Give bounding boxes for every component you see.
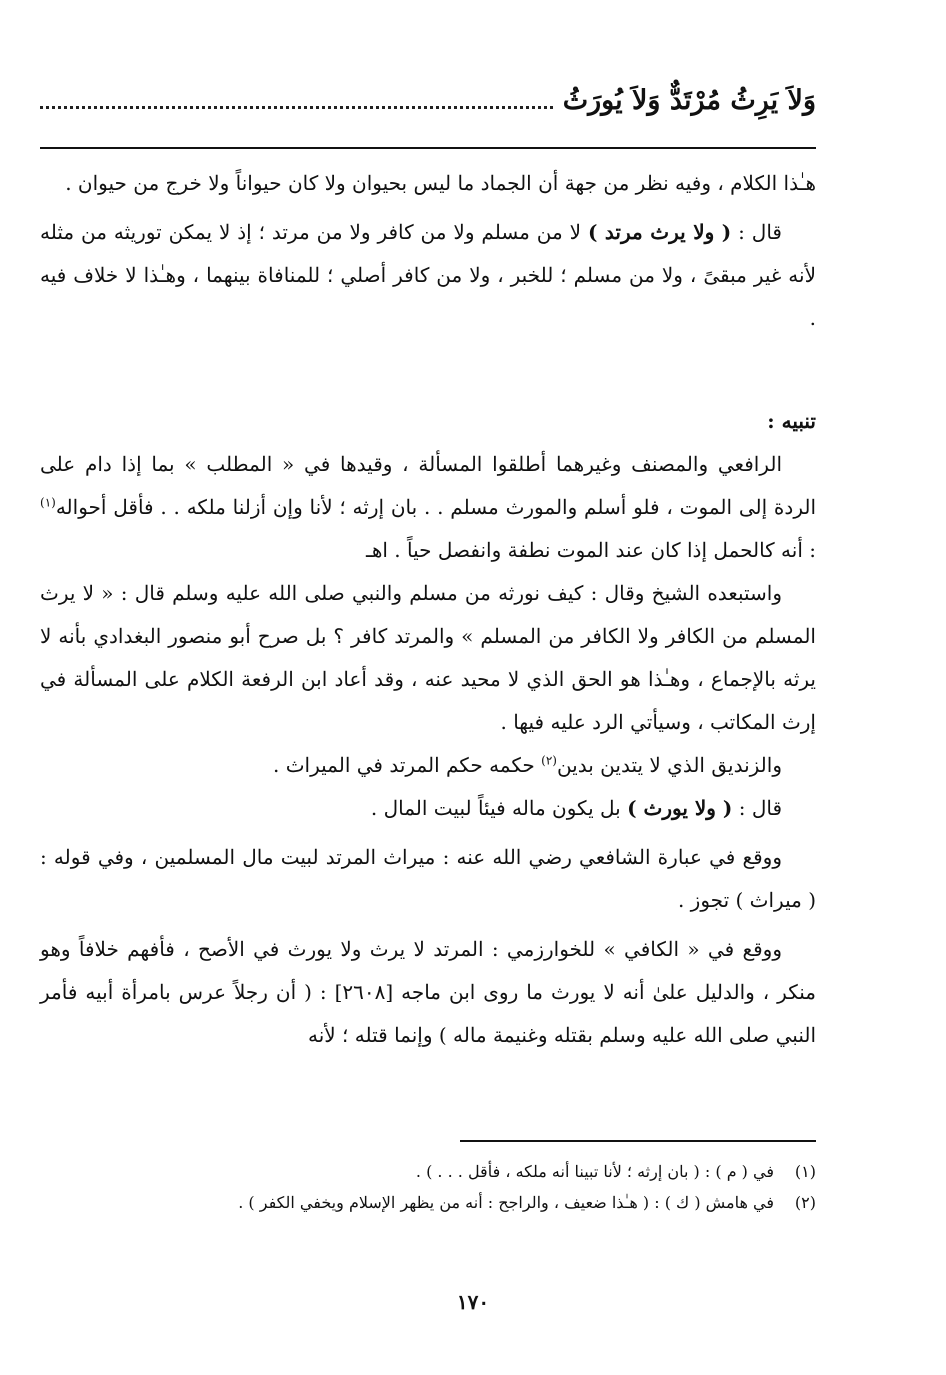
paragraph-6-rest: بل يكون ماله فيئاً لبيت المال . [370,796,628,820]
paragraph-4: واستبعده الشيخ وقال : كيف نورثه من مسلم والنبي صلى الله عليه وسلم قال : « لا يرث المسلم من الكافر ولا الكافر من المسلم » والمرتد كافر ؟ بل صرح أبو منصور البغدادي بأنه لا يرثه بالإجماع ، وهـٰذا هو الحق الذي لا محيد عنه ، وقد أعاد ابن الرفعة الكلام على المسألة في إرث المكاتب ، وسيأتي الرد عليه فيها . [40,581,816,734]
running-header [40,76,816,124]
paragraph-5 [40,744,816,787]
paragraph-5-a: والزنديق الذي لا يتدين بدين [556,753,782,777]
paragraph-6-lead: قال : [732,796,782,820]
paragraph-6 [40,787,816,830]
footnote-text: في هامش ( ك ) : ( هـٰذا ضعيف ، والراجح : أنه من يظهر الإسلام ويخفي الكفر ) . [238,1193,774,1212]
footnote-ref-1[interactable]: (١) [40,495,56,510]
footnote [40,1156,816,1187]
main-text [40,162,816,1057]
footnote-rule [460,1140,816,1142]
paragraph-2 [40,211,816,340]
paragraph-1: هـٰذا الكلام ، وفيه نظر من جهة أن الجماد ما ليس بحيوان ولا كان حيواناً ولا خرج من حيوان . [65,171,816,195]
paragraph-3 [40,443,816,572]
footnote-ref-2[interactable]: (٢) [541,753,557,768]
paragraph-2-rest: لا من مسلم ولا من كافر ولا من مرتد ؛ إذ لا يمكن توريثه من مثله لأنه غير مبقىً ، ولا من مسلم ؛ للخبر ، ولا من كافر أصلي ؛ للمنافاة بينهما ، وهـٰذا لا خلاف فيه . [40,220,816,330]
paragraph-5-b: حكمه حكم المرتد في الميراث . [273,753,542,777]
paragraph-2-matn: ( ولا يرث مرتد ) [587,220,732,244]
chapter-title: وَلاَ يَرِثُ مُرْتَدٌّ وَلاَ يُورَثُ [562,84,816,116]
footnote [40,1187,816,1218]
footnote-text: في ( م ) : ( بان إرثه ؛ لأنا تبينا أنه ملكه ، فأقل . . . ) . [415,1162,774,1181]
dotted-leader [40,106,553,109]
page-number: ١٧٠ [456,1290,490,1314]
footnote-number: (٢) [794,1193,816,1212]
paragraph-6-matn: ( ولا يورث ) [627,796,733,820]
header-rule [40,147,816,149]
paragraph-3-a: الرافعي والمصنف وغيرهما أطلقوا المسألة ، وقيدها في « المطلب » بما إذا دام على الردة إلى الموت ، فلو أسلم والمورث مسلم . . بان إرثه ؛ لأنا وإن أزلنا ملكه . . فأقل أحواله [40,452,816,519]
notice-heading-text: تنبيه : [767,409,816,433]
paragraph-2-lead: قال : [731,220,782,244]
paragraph-7: ووقع في عبارة الشافعي رضي الله عنه : ميراث المرتد لبيت مال المسلمين ، وفي قوله : ( ميراث ) تجوز . [40,845,816,912]
paragraph-3-b: : أنه كالحمل إذا كان عند الموت نطفة وانفصل حياً . اهـ [365,538,816,562]
paragraph-8: ووقع في « الكافي » للخوارزمي : المرتد لا يرث ولا يورث في الأصح ، فأفهم خلافاً وهو منكر ، والدليل علىٰ أنه لا يورث ما روى ابن ماجه [٢٦٠٨] : ( أن رجلاً عرس بامرأة أبيه فأمر النبي صلى الله عليه وسلم بقتله وغنيمة ماله ) وإنما قتله ؛ لأنه [40,937,816,1047]
footnote-number: (١) [794,1162,816,1181]
footnotes [40,1156,816,1218]
notice-heading [40,400,816,443]
